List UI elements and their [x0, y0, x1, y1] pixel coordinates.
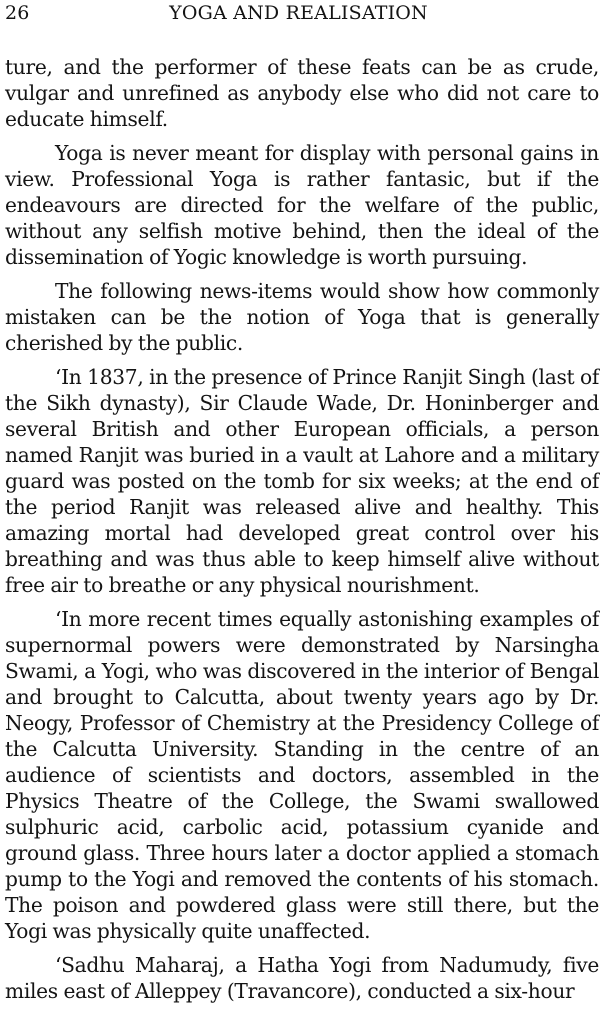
running-title: YOGA AND REALISATION: [169, 2, 428, 24]
paragraph-news-items-intro: The following news-items would show how commonly mistaken can be the notion of Yoga that is generally cherished by the public.: [5, 279, 599, 355]
paragraph-ranjit-burial: ‘In 1837, in the presence of Prince Ranjit Singh (last of the Sikh dynasty), Sir Claude Wade, Dr. Honinberger and several British and other European officials, a person named Ranjit was buried in a vault at Lahore and a military guard was posted on the tomb for six weeks; at the end of the period Ranjit was released alive and healthy. This amazing mortal had developed great control over his breathing and was thus able to keep himself alive without free air to breathe or any physical nourishment.: [5, 365, 599, 597]
running-header: [5, 0, 592, 26]
paragraph-professional-yoga: Yoga is never meant for display with personal gains in view. Professional Yoga is rather fantasic, but if the endeavours are directed for the welfare of the public, without any selfish motive behind, then the ideal of the dissemination of Yogic knowledge is worth pursuing.: [5, 141, 599, 269]
paragraph-narsingha-swami: ‘In more recent times equally astonishing examples of supernormal powers were demonstrated by Narsingha Swami, a Yogi, who was discovered in the interior of Bengal and brought to Calcutta, about twenty years ago by Dr. Neogy, Professor of Chemistry at the Presidency College of the Calcutta University. Standing in the centre of an audience of scientists and doctors, assembled in the Physics Theatre of the College, the Swami swallowed sulphuric acid, carbolic acid, potassium cyanide and ground glass. Three hours later a doctor applied a stomach pump to the Yogi and removed the contents of his stomach. The poison and powdered glass were still there, but the Yogi was physically quite unaffected.: [5, 607, 599, 943]
body-text: [5, 54, 599, 1012]
page-number: 26: [5, 2, 30, 24]
paragraph-sadhu-maharaj: ‘Sadhu Maharaj, a Hatha Yogi from Nadumudy, five miles east of Alleppey (Travancore), conducted a six-hour: [5, 953, 599, 1003]
paragraph-continuation: ture, and the performer of these feats can be as crude, vulgar and unrefined as anybody else who did not care to educate himself.: [5, 55, 599, 131]
